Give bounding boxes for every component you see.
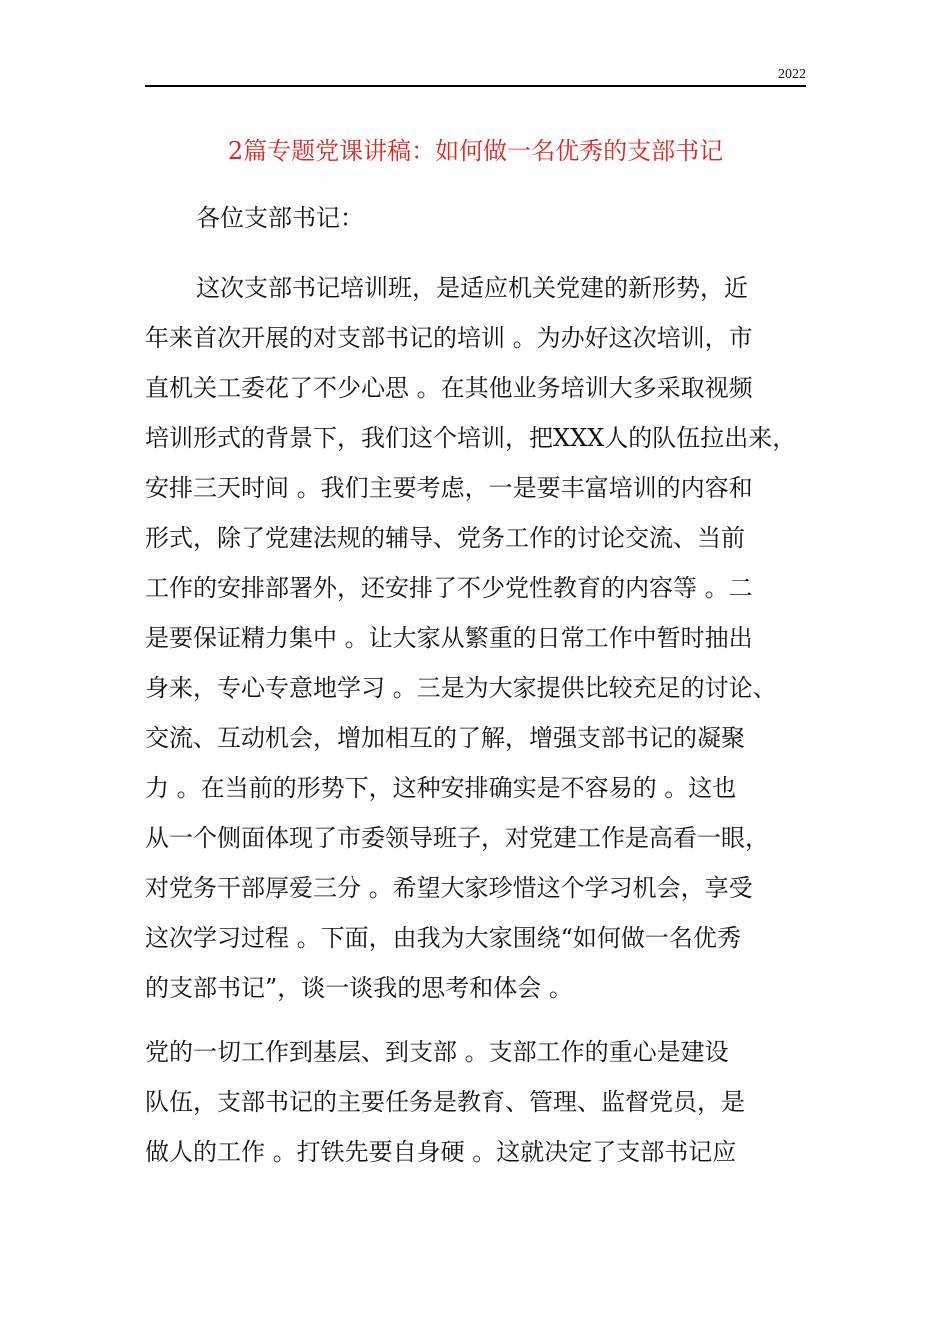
paragraph-line: 队伍，支部书记的主要任务是教育、管理、监督党员，是 (145, 1088, 745, 1116)
paragraph-line: 安排三天时间 。我们主要考虑，一是要丰富培训的内容和 (145, 474, 753, 502)
paragraph-line: 做人的工作 。打铁先要自身硬 。这就决定了支部书记应 (145, 1138, 737, 1166)
paragraph-line: 工作的安排部署外，还安排了不少党性教育的内容等 。二 (145, 574, 753, 602)
paragraph-line: 对党务干部厚爱三分 。希望大家珍惜这个学习机会，享受 (145, 874, 753, 902)
paragraph-line: 的支部书记”，谈一谈我的思考和体会 。 (145, 974, 573, 1002)
header-rule (145, 85, 806, 87)
paragraph-line: 力 。在当前的形势下，这种安排确实是不容易的 。这也 (145, 774, 737, 802)
paragraph-line: 是要保证精力集中 。让大家从繁重的日常工作中暂时抽出 (145, 624, 753, 652)
paragraph-line: 这次学习过程 。下面，由我为大家围绕“如何做一名优秀 (145, 924, 741, 952)
paragraph-1 (145, 270, 825, 1020)
paragraph-line: 身来，专心专意地学习 。三是为大家提供比较充足的讨论、 (145, 674, 777, 702)
header-year: 2022 (778, 67, 806, 82)
salutation: 各位支部书记： (196, 204, 364, 232)
document-title: 2篇专题党课讲稿：如何做一名优秀的支部书记 (227, 137, 724, 165)
paragraph-2 (145, 1034, 825, 1184)
paragraph-line: 年来首次开展的对支部书记的培训 。为办好这次培训，市 (145, 324, 753, 352)
paragraph-line: 从一个侧面体现了市委领导班子，对党建工作是高看一眼， (145, 824, 769, 852)
paragraph-line: 培训形式的背景下，我们这个培训，把XXX人的队伍拉出来， (145, 424, 797, 452)
paragraph-line: 党的一切工作到基层、到支部 。支部工作的重心是建设 (145, 1038, 729, 1066)
paragraph-line: 形式，除了党建法规的辅导、党务工作的讨论交流、当前 (145, 524, 745, 552)
paragraph-line: 直机关工委花了不少心思 。在其他业务培训大多采取视频 (145, 374, 753, 402)
paragraph-line: 交流、互动机会，增加相互的了解，增强支部书记的凝聚 (145, 724, 745, 752)
paragraph-line: 这次支部书记培训班，是适应机关党建的新形势，近 (196, 274, 748, 302)
